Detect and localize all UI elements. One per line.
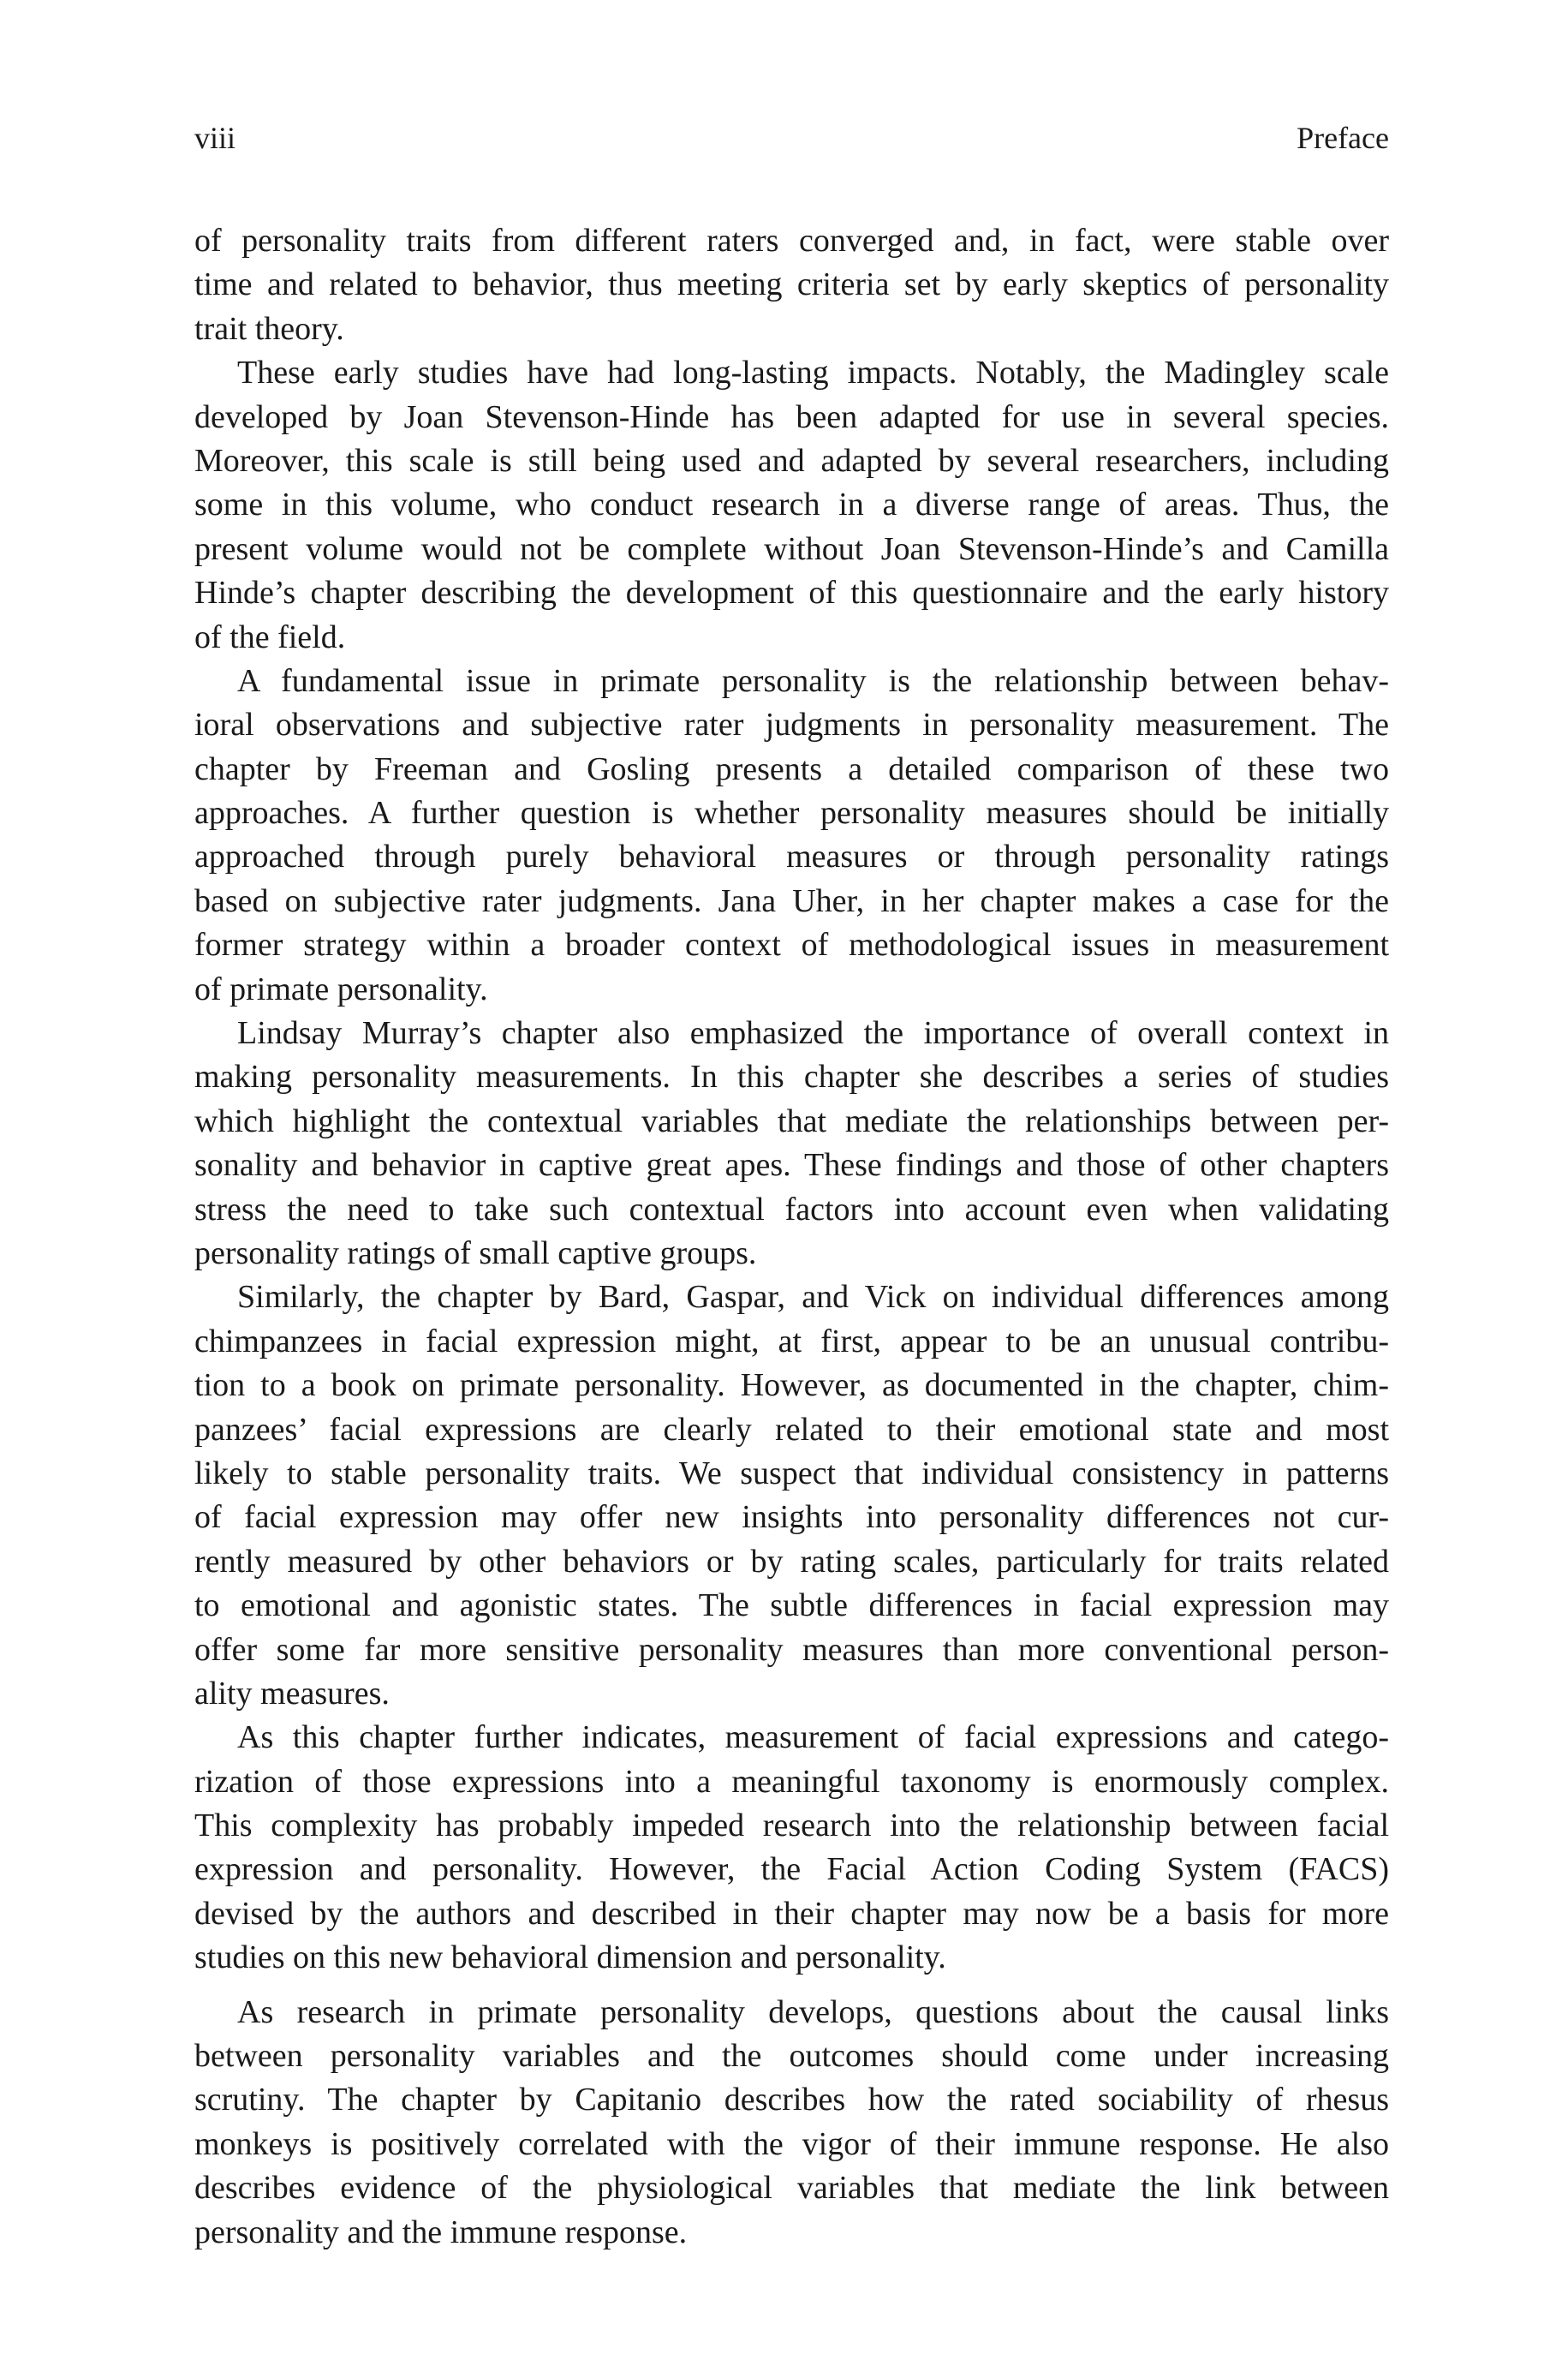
- text-line: stress the need to take such contextual factors into account even when validating: [194, 1191, 1389, 1228]
- body-text: [194, 219, 1389, 2255]
- text-line: developed by Joan Stevenson-Hinde has been adapted for use in several species.: [194, 398, 1389, 435]
- text-line: approaches. A further question is whether personality measures should be initially: [194, 795, 1389, 832]
- text-line: This complexity has probably impeded research into the relationship between facial: [194, 1807, 1389, 1844]
- text-line: sonality and behavior in captive great apes. These findings and those of other chapters: [194, 1147, 1389, 1184]
- text-line: former strategy within a broader context of methodological issues in measurement: [194, 927, 1389, 964]
- text-line: ality measures.: [194, 1675, 390, 1712]
- text-line: offer some far more sensitive personality measures than more conventional person-: [194, 1631, 1389, 1668]
- text-line: based on subjective rater judgments. Jana Uher, in her chapter makes a case for the: [194, 882, 1389, 919]
- text-line: chimpanzees in facial expression might, at first, appear to be an unusual contribu-: [194, 1323, 1389, 1359]
- text-line: These early studies have had long-lasting impacts. Notably, the Madingley scale: [237, 355, 1389, 391]
- text-line: trait theory.: [194, 310, 344, 347]
- page-number: viii: [194, 121, 236, 155]
- paragraph: [194, 351, 1389, 660]
- text-line: making personality measurements. In this chapter she describes a series of studies: [194, 1059, 1389, 1096]
- text-line: of personality traits from different raters converged and, in fact, were stable over: [194, 223, 1389, 259]
- text-line: Similarly, the chapter by Bard, Gaspar, and Vick on individual differences among: [237, 1279, 1389, 1316]
- text-line: As research in primate personality develops, questions about the causal links: [237, 1993, 1389, 2030]
- text-line: of primate personality.: [194, 971, 488, 1007]
- text-line: rization of those expressions into a meaningful taxonomy is enormously complex.: [194, 1763, 1389, 1800]
- text-line: expression and personality. However, the Facial Action Coding System (FACS): [194, 1851, 1389, 1888]
- text-line: personality ratings of small captive groups.: [194, 1234, 757, 1271]
- running-header: [194, 120, 1389, 163]
- running-title: Preface: [1297, 121, 1389, 155]
- text-line: Lindsay Murray’s chapter also emphasized the importance of overall context in: [237, 1015, 1389, 1052]
- paragraph: [194, 1991, 1389, 2255]
- text-line: Moreover, this scale is still being used and adapted by several researchers, including: [194, 442, 1389, 479]
- paragraph: [194, 1276, 1389, 1716]
- text-line: present volume would not be complete without Joan Stevenson-Hinde’s and Camilla: [194, 530, 1389, 567]
- text-line: Hinde’s chapter describing the development of this questionnaire and the early history: [194, 575, 1389, 612]
- text-line: some in this volume, who conduct research in a diverse range of areas. Thus, the: [194, 487, 1389, 523]
- text-line: chapter by Freeman and Gosling presents a detailed comparison of these two: [194, 750, 1389, 787]
- text-line: studies on this new behavioral dimension and personality.: [194, 1939, 946, 1976]
- text-line: ioral observations and subjective rater judgments in personality measurement. The: [194, 707, 1389, 744]
- text-line: A fundamental issue in primate personality is the relationship between behav-: [237, 662, 1389, 699]
- paragraph: [194, 660, 1389, 1012]
- text-line: personality and the immune response.: [194, 2214, 688, 2250]
- text-line: likely to stable personality traits. We suspect that individual consistency in patterns: [194, 1455, 1389, 1491]
- text-line: As this chapter further indicates, measurement of facial expressions and catego-: [237, 1719, 1389, 1756]
- text-line: describes evidence of the physiological variables that mediate the link between: [194, 2170, 1389, 2207]
- text-line: tion to a book on primate personality. However, as documented in the chapter, chim-: [194, 1367, 1389, 1404]
- text-line: to emotional and agonistic states. The subtle differences in facial expression may: [194, 1587, 1389, 1624]
- text-line: of facial expression may offer new insights into personality differences not cur-: [194, 1499, 1389, 1536]
- text-line: panzees’ facial expressions are clearly related to their emotional state and most: [194, 1411, 1389, 1448]
- text-line: monkeys is positively correlated with the vigor of their immune response. He also: [194, 2125, 1389, 2162]
- paragraph: [194, 219, 1389, 351]
- text-line: of the field.: [194, 618, 346, 655]
- text-line: which highlight the contextual variables that mediate the relationships between per-: [194, 1102, 1389, 1139]
- paragraph: [194, 1716, 1389, 1980]
- text-line: rently measured by other behaviors or by rating scales, particularly for traits related: [194, 1543, 1389, 1580]
- text-line: time and related to behavior, thus meeting criteria set by early skeptics of personality: [194, 266, 1389, 303]
- text-line: devised by the authors and described in their chapter may now be a basis for more: [194, 1895, 1389, 1932]
- paragraph: [194, 1012, 1389, 1276]
- text-line: between personality variables and the outcomes should come under increasing: [194, 2038, 1389, 2075]
- text-line: scrutiny. The chapter by Capitanio describes how the rated sociability of rhesus: [194, 2082, 1389, 2118]
- text-line: approached through purely behavioral measures or through personality ratings: [194, 839, 1389, 875]
